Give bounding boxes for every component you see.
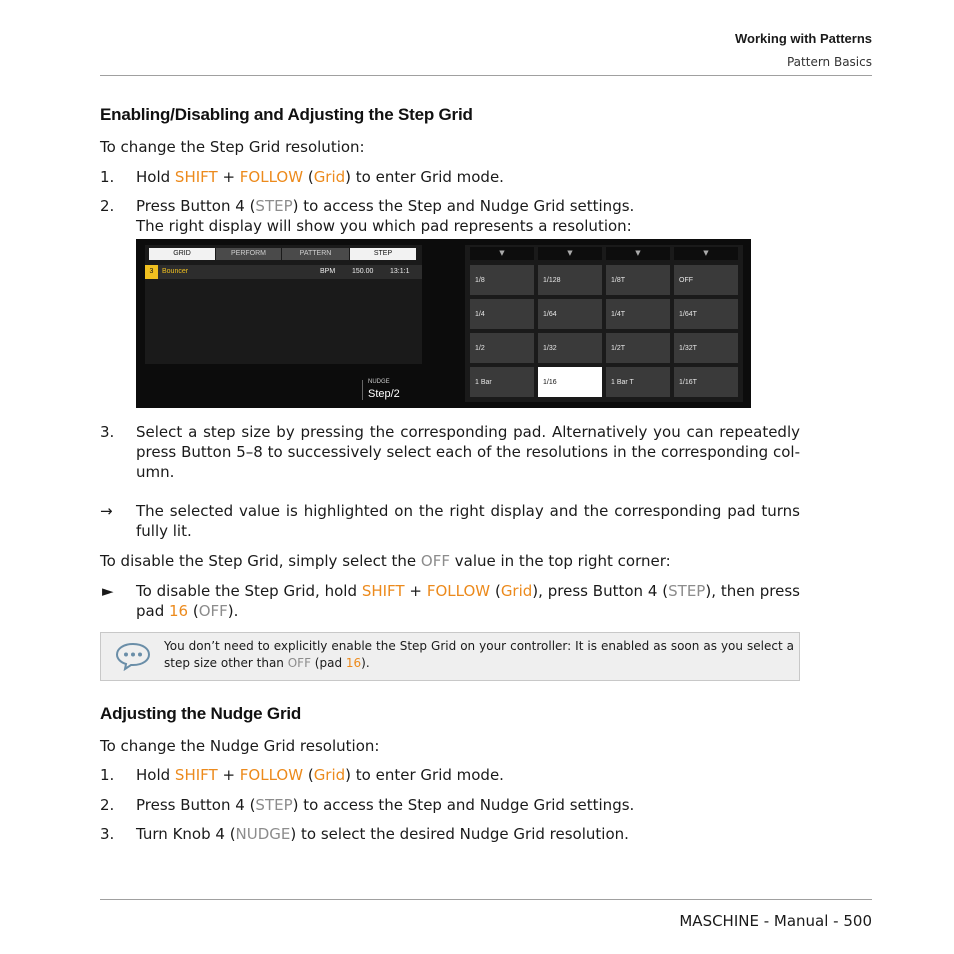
knob-area [145, 364, 422, 402]
bpm-label: BPM [320, 268, 336, 275]
speech-bubble-icon [114, 641, 152, 675]
section-heading-nudge-grid: Adjusting the Nudge Grid [100, 704, 302, 723]
disable-intro-text: To disable the Step Grid, simply select the OFF value in the top right corner: [100, 552, 671, 570]
pad: 1/4T [606, 299, 670, 329]
tab-grid: GRID [149, 248, 215, 260]
chevron-down-icon: ▼ [470, 247, 534, 260]
controller-display-screenshot [136, 239, 751, 408]
pad: 1/8T [606, 265, 670, 295]
pad: 1 Bar [470, 367, 534, 397]
pad: 1/8 [470, 265, 534, 295]
pad-selected: 1/16 [538, 367, 602, 397]
right-display [465, 245, 743, 402]
display-tabs [149, 248, 417, 260]
knob-divider [362, 380, 363, 400]
section-heading-step-grid: Enabling/Disabling and Adjusting the Step Grid [100, 105, 473, 124]
bullet-marker-icon: ► [102, 582, 114, 600]
track-row [145, 265, 422, 279]
tab-perform: PERFORM [216, 248, 281, 260]
note-text: You don’t need to explicitly enable the Step Grid on your controller: It is enabled as soon as you select a step size other than OFF (pad 16). [164, 639, 794, 670]
chevron-down-icon: ▼ [674, 247, 738, 260]
pad: 1/32 [538, 333, 602, 363]
left-display [145, 245, 422, 402]
step-label: STEP [255, 197, 293, 215]
pad: 1/4 [470, 299, 534, 329]
chevron-down-icon: ▼ [538, 247, 602, 260]
chevron-down-icon: ▼ [606, 247, 670, 260]
column-arrows [470, 247, 742, 260]
footer-rule [100, 899, 872, 900]
tab-step: STEP [350, 248, 416, 260]
result-text: The selected value is highlighted on the right display and the corresponding pad turns fully lit. [136, 502, 800, 540]
step-number: 2. [100, 796, 115, 814]
pad: 1/32T [674, 333, 738, 363]
pad-grid [470, 265, 738, 397]
result-arrow-icon: → [100, 502, 113, 520]
running-header-title: Working with Patterns [735, 31, 872, 46]
pad: 1 Bar T [606, 367, 670, 397]
tab-pattern: PATTERN [282, 248, 349, 260]
nudge-label: NUDGE [368, 379, 390, 385]
nudge-value: Step/2 [368, 388, 400, 400]
shift-label: SHIFT [174, 168, 218, 186]
step-3-text: Turn Knob 4 (NUDGE) to select the desired Nudge Grid resolution. [136, 825, 629, 843]
intro-text: To change the Step Grid resolution: [100, 138, 365, 156]
intro-text: To change the Nudge Grid resolution: [100, 737, 380, 755]
step-number: 3. [100, 423, 115, 441]
pad: 1/16T [674, 367, 738, 397]
follow-label: FOLLOW [239, 168, 304, 186]
page-footer: MASCHINE - Manual - 500 [679, 912, 872, 930]
pad: 1/64T [674, 299, 738, 329]
position-value: 13:1:1 [390, 268, 410, 275]
header-rule [100, 75, 872, 76]
step-2-text: Press Button 4 (STEP) to access the Step and Nudge Grid settings. The right display will show you which pad represents a resolution: [136, 197, 635, 235]
pad: 1/2T [606, 333, 670, 363]
running-header-subtitle: Pattern Basics [786, 55, 872, 69]
pad: 1/64 [538, 299, 602, 329]
step-number: 1. [100, 168, 115, 186]
bpm-value: 150.00 [352, 268, 374, 275]
step-number: 2. [100, 197, 115, 215]
pad: OFF [674, 265, 738, 295]
step-1-text: Hold SHIFT + FOLLOW (Grid) to enter Grid mode. [136, 766, 504, 784]
step-3-text: Select a step size by pressing the corresponding pad. Alternatively you can repeatedly press Button 5–8 to successively select each of the resolutions in the corresponding col-umn. [136, 423, 800, 481]
off-label: OFF [420, 552, 450, 570]
pad: 1/2 [470, 333, 534, 363]
track-number: 3 [145, 265, 158, 279]
disable-instruction: To disable the Step Grid, hold SHIFT + FOLLOW (Grid), press Button 4 (STEP), then press pad 16 (OFF). [136, 582, 800, 620]
note-box [100, 632, 800, 681]
track-name: Bouncer [162, 268, 189, 275]
grid-label: Grid [313, 168, 346, 186]
step-number: 1. [100, 766, 115, 784]
step-2-text: Press Button 4 (STEP) to access the Step and Nudge Grid settings. [136, 796, 635, 814]
step-number: 3. [100, 825, 115, 843]
step-1-text: Hold SHIFT + FOLLOW (Grid) to enter Grid mode. [136, 168, 504, 186]
pad: 1/128 [538, 265, 602, 295]
